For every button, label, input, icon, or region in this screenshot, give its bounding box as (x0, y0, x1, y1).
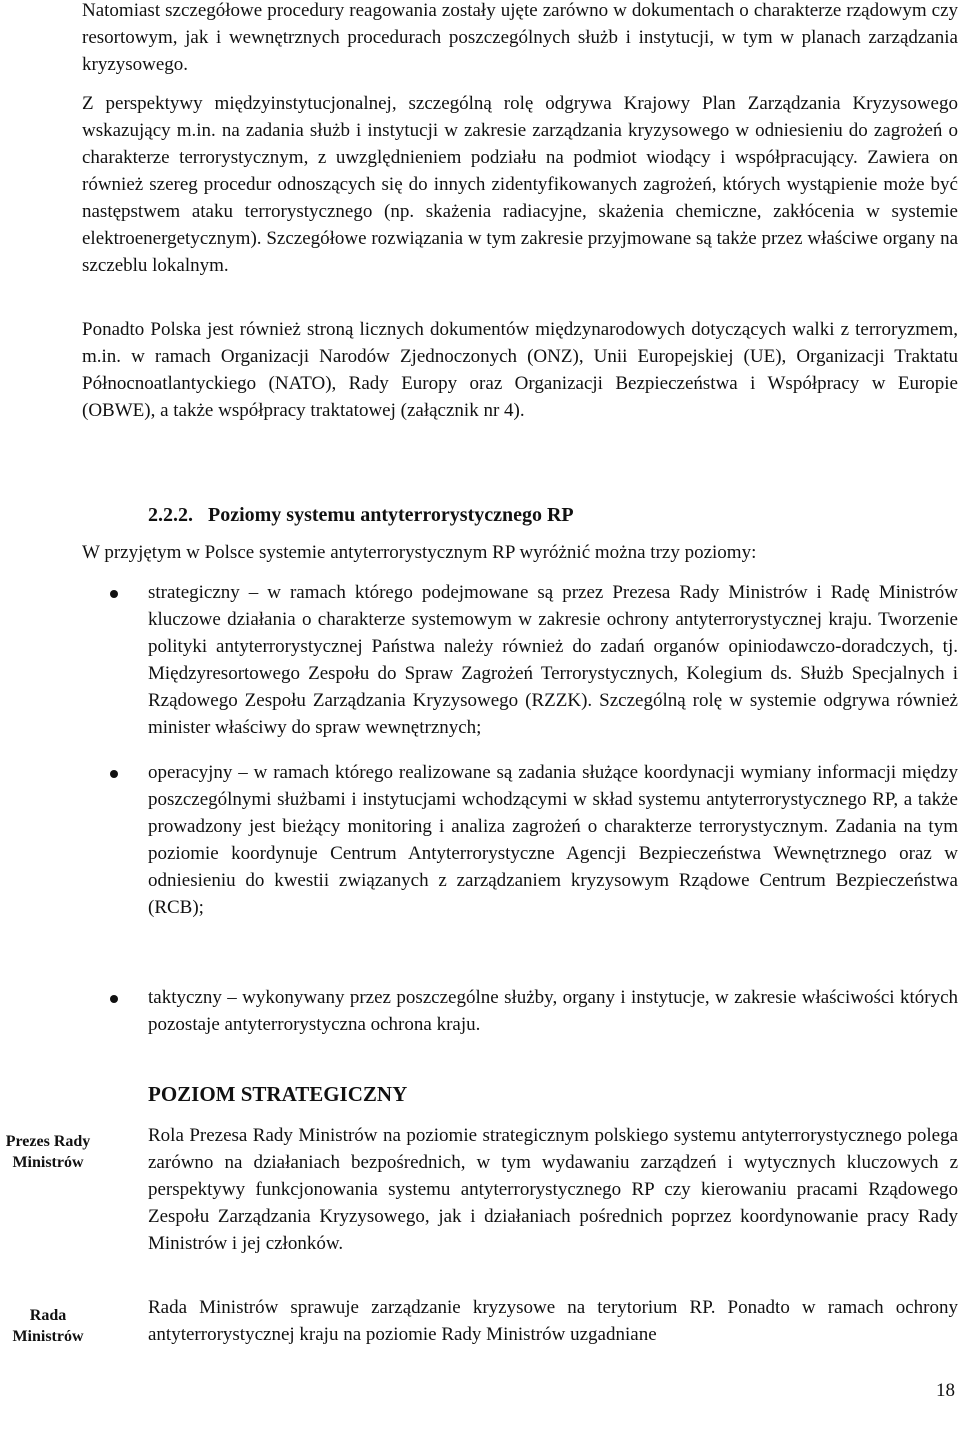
section-title: Poziomy systemu antyterrorystycznego RP (208, 504, 574, 526)
side-label-council-of-ministers: Rada Ministrów (12, 1307, 84, 1345)
level-tactical: taktyczny – wykonywany przez poszczególne służby, organy i instytucje, w zakresie właściwości których pozostaje antyterrorystyczna ochrona kraju. (148, 987, 958, 1035)
strategic-heading: POZIOM STRATEGICZNY (148, 1082, 408, 1106)
section-intro: W przyjętym w Polsce systemie antyterrorystycznym RP wyróżnić można trzy poziomy: (82, 542, 757, 563)
side-label-prime-minister: Prezes Rady Ministrów (5, 1133, 91, 1171)
strategic-paragraph-council: Rada Ministrów sprawuje zarządzanie kryzysowe na terytorium RP. Ponadto w ramach ochrony antyterrorystycznej kraju na poziomie Rady Ministrów uzgadniane (148, 1297, 958, 1345)
level-strategic: strategiczny – w ramach którego podejmowane są przez Prezesa Rady Ministrów i Radę Ministrów kluczowe działania o charakterze systemowym w zakresie ochrony antyterrorystycznej kraju. Tworzenie polityki antyterrorystycznej Państwa należy również do zadań organów opiniodawczo-doradczych, tj. Międzyresortowego Zespołu do Spraw Zagrożeń Terrorystycznych, Kolegium ds. Służb Specjalnych i Rządowego Zespołu Zarządzania Kryzysowego (RZZK). Szczególną rolę w systemie odgrywa również minister właściwy do spraw wewnętrznych; (148, 582, 958, 738)
page-number: 18 (936, 1380, 955, 1401)
bullet-operational (110, 770, 118, 778)
section-heading (148, 504, 574, 527)
paragraph-international: Ponadto Polska jest również stroną licznych dokumentów międzynarodowych dotyczących walki z terroryzmem, m.in. w ramach Organizacji Narodów Zjednoczonych (ONZ), Unii Europejskiej (UE), Organizacji Traktatu Północnoatlantyckiego (NATO), Rady Europy oraz Organizacji Bezpieczeństwa i Współpracy w Europie (OBWE), a także współpracy traktatowej (załącznik nr 4). (82, 319, 958, 421)
strategic-paragraph-prime-minister: Rola Prezesa Rady Ministrów na poziomie strategicznym polskiego systemu antyterrorystycznego polega zarówno na działaniach bezpośrednich, w tym wydawaniu zarządzeń i wytycznych kluczowych z perspektywy funkcjonowania systemu antyterrorystycznego RP czy kierowaniu pracami Rządowego Zespołu Zarządzania Kryzysowego, jak i działaniach pośrednich poprzez koordynowanie pracy Rady Ministrów i jej członków. (148, 1125, 958, 1254)
level-operational: operacyjny – w ramach którego realizowane są zadania służące koordynacji wymiany informacji między poszczególnymi służbami i instytucjami wchodzącymi w skład systemu antyterrorystycznego RP, a także prowadzony jest bieżący monitoring i analiza zagrożeń o charakterze terrorystycznym. Zadania na tym poziomie koordynuje Centrum Antyterrorystyczne Agencji Bezpieczeństwa Wewnętrznego oraz w odniesieniu do kwestii związanych z zarządzaniem kryzysowym Rządowe Centrum Bezpieczeństwa (RCB); (148, 762, 958, 918)
bullet-tactical (110, 995, 118, 1003)
section-number: 2.2.2. (148, 504, 193, 526)
paragraph-procedures: Natomiast szczegółowe procedury reagowania zostały ujęte zarówno w dokumentach o charakterze rządowym czy resortowym, jak i wewnętrznych procedurach poszczególnych służb i instytucji, w tym w planach zarządzania kryzysowego. (82, 0, 958, 75)
paragraph-national-plan: Z perspektywy międzyinstytucjonalnej, szczególną rolę odgrywa Krajowy Plan Zarządzania Kryzysowego wskazujący m.in. na zadania służb i instytucji w zakresie zarządzania kryzysowego w odniesieniu do zagrożeń o charakterze terrorystycznym, z uwzględnieniem podziału na podmiot wiodący i współpracujący. Zawiera on również szereg procedur odnoszących się do innych zidentyfikowanych zagrożeń, których wystąpienie może być następstwem ataku terrorystycznego (np. skażenia radiacyjne, skażenia chemiczne, zakłócenia w systemie elektroenergetycznym). Szczegółowe rozwiązania w tym zakresie przyjmowane są także przez właściwe organy na szczeblu lokalnym. (82, 93, 958, 276)
bullet-strategic (110, 590, 118, 598)
